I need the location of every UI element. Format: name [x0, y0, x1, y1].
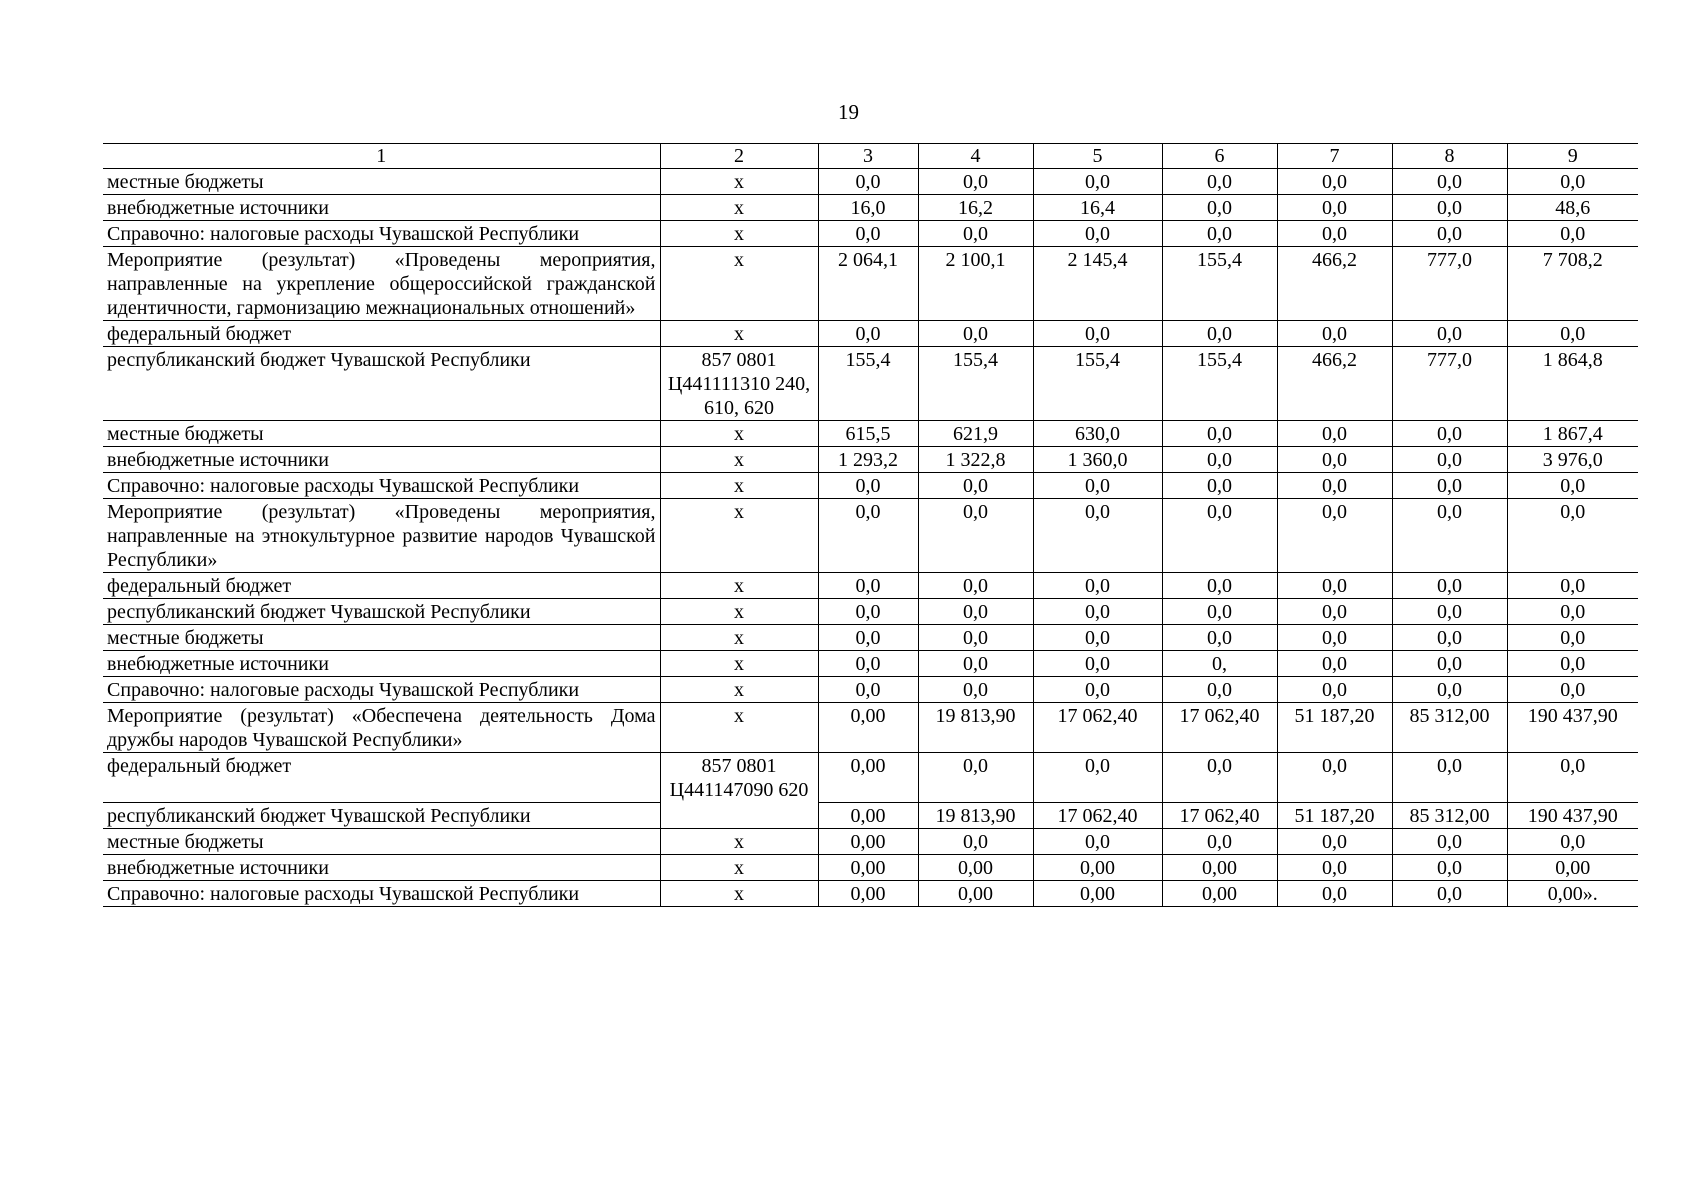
value-col-3: 0,0 — [818, 651, 918, 677]
value-col-3: 0,0 — [818, 677, 918, 703]
value-col-8: 85 312,00 — [1392, 802, 1507, 828]
row-label: Мероприятие (результат) «Проведены мероприятия, направленные на укрепление общероссийской гражданской идентичности, гармонизацию межнациональных отношений» — [103, 247, 660, 321]
value-col-4: 0,0 — [918, 828, 1033, 854]
value-col-6: 0,0 — [1162, 677, 1277, 703]
value-col-9: 0,0 — [1507, 625, 1638, 651]
value-col-5: 16,4 — [1033, 195, 1162, 221]
value-col-3: 155,4 — [818, 347, 918, 421]
value-col-7: 51 187,20 — [1277, 703, 1392, 753]
row-label: Справочно: налоговые расходы Чувашской Республики — [103, 221, 660, 247]
value-col-7: 0,0 — [1277, 321, 1392, 347]
value-col-8: 777,0 — [1392, 247, 1507, 321]
value-col-8: 0,0 — [1392, 854, 1507, 880]
value-col-9: 48,6 — [1507, 195, 1638, 221]
value-col-5: 1 360,0 — [1033, 447, 1162, 473]
value-col-7: 0,0 — [1277, 447, 1392, 473]
value-col-3: 0,0 — [818, 473, 918, 499]
value-col-3: 0,0 — [818, 221, 918, 247]
row-label: Мероприятие (результат) «Обеспечена деятельность Дома дружбы народов Чувашской Республики» — [103, 703, 660, 753]
value-col-5: 0,0 — [1033, 828, 1162, 854]
column-header: 9 — [1507, 144, 1638, 169]
table-row — [103, 599, 1638, 625]
value-col-3: 0,00 — [818, 802, 918, 828]
value-col-7: 0,0 — [1277, 499, 1392, 573]
value-col-9: 0,0 — [1507, 321, 1638, 347]
value-col-7: 466,2 — [1277, 347, 1392, 421]
table-row — [103, 880, 1638, 906]
budget-code: х — [660, 195, 818, 221]
value-col-3: 0,0 — [818, 599, 918, 625]
row-label: республиканский бюджет Чувашской Республики — [103, 347, 660, 421]
value-col-3: 0,0 — [818, 321, 918, 347]
value-col-6: 0, — [1162, 651, 1277, 677]
value-col-7: 51 187,20 — [1277, 802, 1392, 828]
column-header: 6 — [1162, 144, 1277, 169]
value-col-7: 0,0 — [1277, 677, 1392, 703]
value-col-9: 0,00». — [1507, 880, 1638, 906]
value-col-7: 0,0 — [1277, 599, 1392, 625]
row-label: республиканский бюджет Чувашской Республики — [103, 599, 660, 625]
table-row — [103, 473, 1638, 499]
value-col-9: 0,0 — [1507, 828, 1638, 854]
value-col-9: 3 976,0 — [1507, 447, 1638, 473]
value-col-6: 17 062,40 — [1162, 703, 1277, 753]
table-row — [103, 247, 1638, 321]
row-label: Мероприятие (результат) «Проведены мероприятия, направленные на этнокультурное развитие народов Чувашской Республики» — [103, 499, 660, 573]
row-label: федеральный бюджет — [103, 321, 660, 347]
column-header: 2 — [660, 144, 818, 169]
value-col-4: 0,0 — [918, 599, 1033, 625]
budget-code: х — [660, 473, 818, 499]
budget-code: х — [660, 703, 818, 753]
row-label: местные бюджеты — [103, 421, 660, 447]
table-row — [103, 169, 1638, 195]
budget-code: х — [660, 625, 818, 651]
value-col-6: 0,0 — [1162, 195, 1277, 221]
value-col-8: 0,0 — [1392, 677, 1507, 703]
value-col-9: 0,0 — [1507, 473, 1638, 499]
value-col-4: 0,00 — [918, 854, 1033, 880]
value-col-7: 0,0 — [1277, 651, 1392, 677]
value-col-5: 2 145,4 — [1033, 247, 1162, 321]
value-col-8: 0,0 — [1392, 321, 1507, 347]
value-col-8: 0,0 — [1392, 573, 1507, 599]
column-header: 7 — [1277, 144, 1392, 169]
budget-code: х — [660, 599, 818, 625]
value-col-9: 1 864,8 — [1507, 347, 1638, 421]
value-col-5: 0,0 — [1033, 677, 1162, 703]
budget-table — [103, 143, 1638, 907]
value-col-6: 0,0 — [1162, 753, 1277, 803]
table-row — [103, 703, 1638, 753]
value-col-7: 0,0 — [1277, 625, 1392, 651]
table-row — [103, 802, 1638, 828]
row-label: внебюджетные источники — [103, 447, 660, 473]
row-label: местные бюджеты — [103, 169, 660, 195]
table-row — [103, 195, 1638, 221]
value-col-6: 0,0 — [1162, 573, 1277, 599]
value-col-8: 85 312,00 — [1392, 703, 1507, 753]
value-col-8: 0,0 — [1392, 195, 1507, 221]
row-label: внебюджетные источники — [103, 195, 660, 221]
table-row — [103, 421, 1638, 447]
table-body — [103, 144, 1638, 907]
value-col-5: 0,00 — [1033, 854, 1162, 880]
value-col-5: 630,0 — [1033, 421, 1162, 447]
row-label: Справочно: налоговые расходы Чувашской Республики — [103, 473, 660, 499]
value-col-9: 190 437,90 — [1507, 703, 1638, 753]
value-col-6: 0,0 — [1162, 473, 1277, 499]
table-row — [103, 447, 1638, 473]
column-header: 4 — [918, 144, 1033, 169]
value-col-3: 0,0 — [818, 625, 918, 651]
budget-code: х — [660, 854, 818, 880]
value-col-5: 0,0 — [1033, 221, 1162, 247]
table-row — [103, 753, 1638, 803]
value-col-9: 0,0 — [1507, 573, 1638, 599]
value-col-9: 0,0 — [1507, 753, 1638, 803]
table-row — [103, 651, 1638, 677]
value-col-8: 0,0 — [1392, 880, 1507, 906]
table-row — [103, 625, 1638, 651]
value-col-8: 0,0 — [1392, 499, 1507, 573]
value-col-4: 621,9 — [918, 421, 1033, 447]
value-col-4: 0,0 — [918, 221, 1033, 247]
table-row — [103, 828, 1638, 854]
value-col-4: 2 100,1 — [918, 247, 1033, 321]
table-row — [103, 677, 1638, 703]
budget-code: 857 0801 Ц441111310 240, 610, 620 — [660, 347, 818, 421]
value-col-5: 155,4 — [1033, 347, 1162, 421]
value-col-4: 19 813,90 — [918, 802, 1033, 828]
budget-code: х — [660, 421, 818, 447]
value-col-8: 0,0 — [1392, 221, 1507, 247]
table-row — [103, 854, 1638, 880]
value-col-4: 16,2 — [918, 195, 1033, 221]
value-col-9: 0,00 — [1507, 854, 1638, 880]
value-col-3: 1 293,2 — [818, 447, 918, 473]
value-col-4: 0,0 — [918, 169, 1033, 195]
value-col-4: 0,0 — [918, 473, 1033, 499]
value-col-5: 17 062,40 — [1033, 703, 1162, 753]
value-col-4: 0,0 — [918, 573, 1033, 599]
value-col-4: 0,0 — [918, 499, 1033, 573]
row-label: Справочно: налоговые расходы Чувашской Республики — [103, 677, 660, 703]
value-col-3: 0,00 — [818, 753, 918, 803]
value-col-8: 0,0 — [1392, 753, 1507, 803]
value-col-9: 1 867,4 — [1507, 421, 1638, 447]
value-col-3: 0,0 — [818, 573, 918, 599]
value-col-3: 0,00 — [818, 828, 918, 854]
value-col-3: 615,5 — [818, 421, 918, 447]
value-col-6: 17 062,40 — [1162, 802, 1277, 828]
budget-code: 857 0801 Ц441147090 620 — [660, 753, 818, 803]
value-col-5: 0,0 — [1033, 599, 1162, 625]
value-col-7: 466,2 — [1277, 247, 1392, 321]
budget-code: х — [660, 247, 818, 321]
value-col-6: 0,0 — [1162, 599, 1277, 625]
value-col-3: 0,00 — [818, 880, 918, 906]
value-col-9: 0,0 — [1507, 499, 1638, 573]
value-col-4: 0,0 — [918, 753, 1033, 803]
value-col-7: 0,0 — [1277, 195, 1392, 221]
table-row — [103, 321, 1638, 347]
column-header: 5 — [1033, 144, 1162, 169]
value-col-9: 190 437,90 — [1507, 802, 1638, 828]
value-col-6: 0,0 — [1162, 421, 1277, 447]
budget-code: х — [660, 169, 818, 195]
budget-code: х — [660, 677, 818, 703]
value-col-4: 19 813,90 — [918, 703, 1033, 753]
value-col-7: 0,0 — [1277, 828, 1392, 854]
value-col-6: 0,0 — [1162, 447, 1277, 473]
table-row — [103, 573, 1638, 599]
value-col-5: 0,0 — [1033, 169, 1162, 195]
value-col-8: 0,0 — [1392, 828, 1507, 854]
row-label: местные бюджеты — [103, 828, 660, 854]
value-col-5: 0,0 — [1033, 473, 1162, 499]
budget-code — [660, 802, 818, 828]
row-label: местные бюджеты — [103, 625, 660, 651]
value-col-7: 0,0 — [1277, 421, 1392, 447]
budget-code: х — [660, 221, 818, 247]
budget-code: х — [660, 880, 818, 906]
page-number: 19 — [838, 100, 859, 124]
value-col-8: 0,0 — [1392, 625, 1507, 651]
column-header: 3 — [818, 144, 918, 169]
value-col-5: 0,0 — [1033, 499, 1162, 573]
value-col-6: 0,0 — [1162, 625, 1277, 651]
value-col-3: 0,00 — [818, 703, 918, 753]
header-row — [103, 144, 1638, 169]
value-col-5: 0,0 — [1033, 753, 1162, 803]
value-col-9: 0,0 — [1507, 677, 1638, 703]
value-col-9: 0,0 — [1507, 651, 1638, 677]
value-col-4: 155,4 — [918, 347, 1033, 421]
value-col-3: 2 064,1 — [818, 247, 918, 321]
column-header: 8 — [1392, 144, 1507, 169]
table-row — [103, 221, 1638, 247]
value-col-6: 155,4 — [1162, 347, 1277, 421]
budget-code: х — [660, 651, 818, 677]
value-col-6: 0,0 — [1162, 828, 1277, 854]
value-col-3: 16,0 — [818, 195, 918, 221]
value-col-9: 7 708,2 — [1507, 247, 1638, 321]
value-col-7: 0,0 — [1277, 169, 1392, 195]
row-label: республиканский бюджет Чувашской Республики — [103, 802, 660, 828]
value-col-6: 155,4 — [1162, 247, 1277, 321]
table-row — [103, 499, 1638, 573]
value-col-9: 0,0 — [1507, 599, 1638, 625]
budget-code: х — [660, 828, 818, 854]
row-label: федеральный бюджет — [103, 573, 660, 599]
value-col-5: 0,0 — [1033, 321, 1162, 347]
value-col-8: 0,0 — [1392, 447, 1507, 473]
value-col-7: 0,0 — [1277, 753, 1392, 803]
value-col-7: 0,0 — [1277, 221, 1392, 247]
value-col-3: 0,00 — [818, 854, 918, 880]
value-col-4: 0,0 — [918, 651, 1033, 677]
value-col-6: 0,00 — [1162, 880, 1277, 906]
value-col-7: 0,0 — [1277, 880, 1392, 906]
value-col-6: 0,00 — [1162, 854, 1277, 880]
row-label: внебюджетные источники — [103, 651, 660, 677]
value-col-5: 0,00 — [1033, 880, 1162, 906]
value-col-9: 0,0 — [1507, 169, 1638, 195]
value-col-8: 0,0 — [1392, 169, 1507, 195]
value-col-4: 0,0 — [918, 677, 1033, 703]
row-label: федеральный бюджет — [103, 753, 660, 803]
value-col-8: 0,0 — [1392, 651, 1507, 677]
value-col-8: 0,0 — [1392, 421, 1507, 447]
value-col-7: 0,0 — [1277, 573, 1392, 599]
table-row — [103, 347, 1638, 421]
budget-code: х — [660, 573, 818, 599]
value-col-3: 0,0 — [818, 499, 918, 573]
value-col-6: 0,0 — [1162, 499, 1277, 573]
value-col-4: 1 322,8 — [918, 447, 1033, 473]
budget-code: х — [660, 499, 818, 573]
value-col-3: 0,0 — [818, 169, 918, 195]
value-col-9: 0,0 — [1507, 221, 1638, 247]
value-col-4: 0,0 — [918, 321, 1033, 347]
value-col-6: 0,0 — [1162, 321, 1277, 347]
value-col-7: 0,0 — [1277, 473, 1392, 499]
value-col-5: 0,0 — [1033, 573, 1162, 599]
value-col-5: 0,0 — [1033, 651, 1162, 677]
value-col-5: 17 062,40 — [1033, 802, 1162, 828]
value-col-8: 777,0 — [1392, 347, 1507, 421]
value-col-4: 0,00 — [918, 880, 1033, 906]
row-label: Справочно: налоговые расходы Чувашской Республики — [103, 880, 660, 906]
budget-code: х — [660, 447, 818, 473]
value-col-5: 0,0 — [1033, 625, 1162, 651]
value-col-8: 0,0 — [1392, 599, 1507, 625]
value-col-4: 0,0 — [918, 625, 1033, 651]
value-col-8: 0,0 — [1392, 473, 1507, 499]
budget-code: х — [660, 321, 818, 347]
column-header: 1 — [103, 144, 660, 169]
value-col-7: 0,0 — [1277, 854, 1392, 880]
row-label: внебюджетные источники — [103, 854, 660, 880]
value-col-6: 0,0 — [1162, 169, 1277, 195]
value-col-6: 0,0 — [1162, 221, 1277, 247]
